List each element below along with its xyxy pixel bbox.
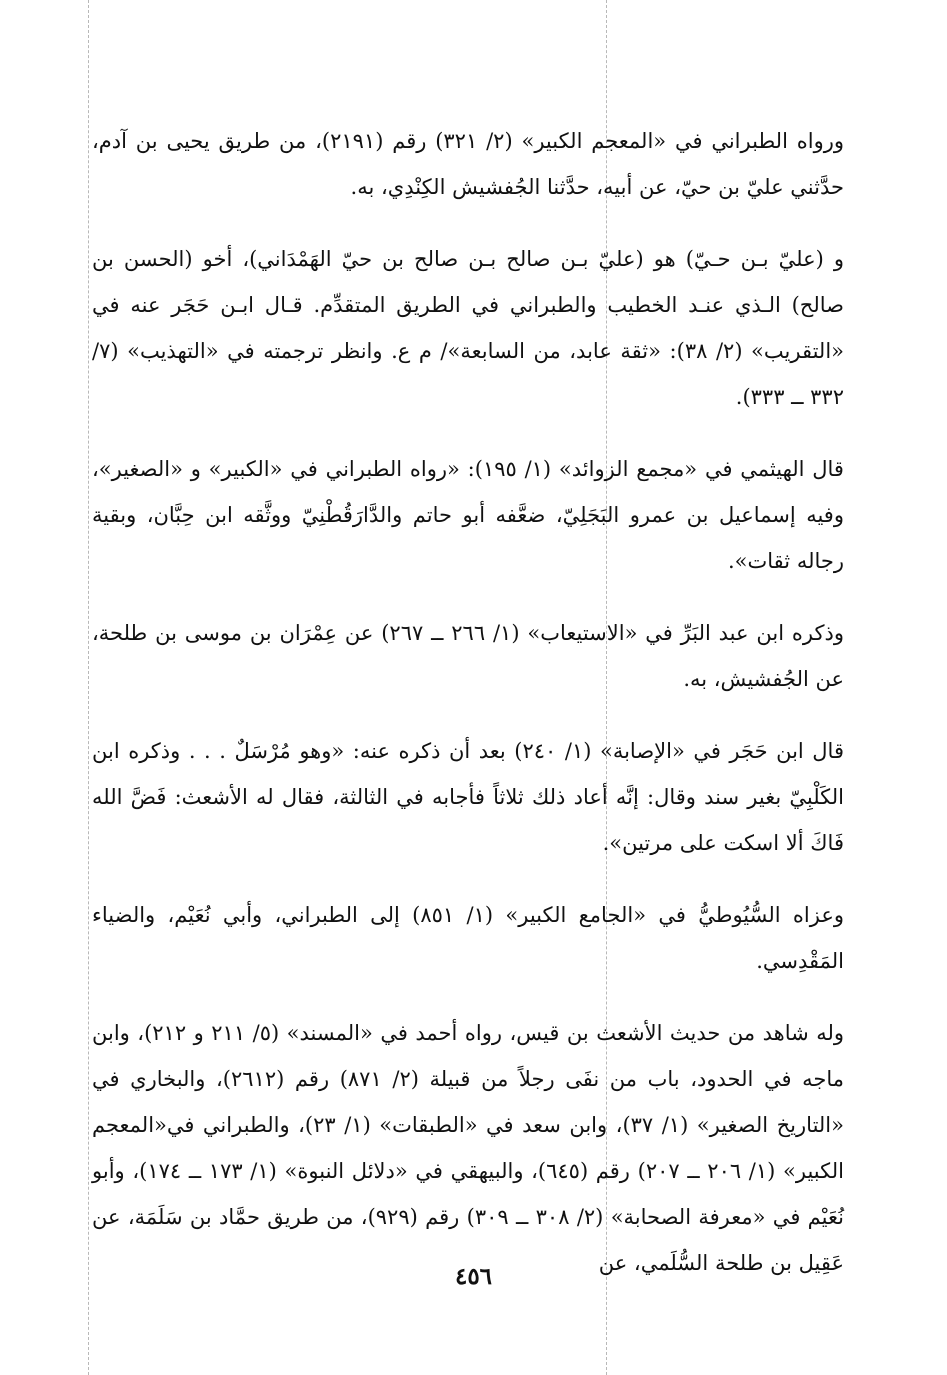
paragraph: ورواه الطبراني في «المعجم الكبير» (٢/ ٣٢١) رقم (٢١٩١)، من طريق يحيى بن آدم، حدَّثني عليّ بن حيّ، عن أبيه، حدَّثنا الجُفشيش الكِنْدِي، به. <box>92 129 844 199</box>
fold-line <box>88 0 89 1375</box>
page-number: ٤٥٦ <box>454 1263 493 1290</box>
paragraph: قال ابن حَجَر في «الإصابة» (١/ ٢٤٠) بعد أن ذكره عنه: «وهو مُرْسَلٌ . . . وذكره ابن الكَلْبِيّ بغير سند وقال: إنَّه أعاد ذلك ثلاثاً فأجابه في الثالثة، فقال له الأشعث: فَضَّ الله فَاكَ ألا اسكت على مرتين». <box>92 739 844 855</box>
paragraph: و (عليّ بـن حـيّ) هو (عليّ بـن صالح بـن صالح بن حيّ الهَمْدَاني)، أخو (الحسن بن صالح) الـذي عنـد الخطيب والطبراني في الطريق المتقدِّم. قـال ابـن حَجَر عنه في «التقريب» (٢/ ٣٨): «ثقة عابد، من السابعة»/ م ع. وانظر ترجمته في «التهذيب» (٧/ ٣٣٢ ــ ٣٣٣). <box>92 247 845 409</box>
paragraph: وذكره ابن عبد البَرِّ في «الاستيعاب» (١/ ٢٦٦ ــ ٢٦٧) عن عِمْرَان بن موسى بن طلحة، عن الجُفشيش، به. <box>92 621 844 691</box>
paragraph: قال الهيثمي في «مجمع الزوائد» (١/ ١٩٥): «رواه الطبراني في «الكبير» و «الصغير»، وفيه إسماعيل بن عمرو البَجَلِيّ، ضعَّفه أبو حاتم والدَّارَقُطْنِيّ ووثَّقه ابن حِبَّان، وبقية رجاله ثقات». <box>92 457 844 573</box>
paragraph: وعزاه السُّيُوطيُّ في «الجامع الكبير» (١/ ٨٥١) إلى الطبراني، وأبي نُعَيْم، والضياء المَقْدِسي. <box>92 903 844 973</box>
footnote-text-block <box>92 118 844 1312</box>
paragraph: وله شاهد من حديث الأشعث بن قيس، رواه أحمد في «المسند» (٥/ ٢١١ و ٢١٢)، وابن ماجه في الحدود، باب من نفَى رجلاً من قبيلة (٢/ ٨٧١) رقم (٢٦١٢)، والبخاري في «التاريخ الصغير» (١/ ٣٧)، وابن سعد في «الطبقات» (١/ ٢٣)، والطبراني في«المعجم الكبير» (١/ ٢٠٦ ــ ٢٠٧) رقم (٦٤٥)، والبيهقي في «دلائل النبوة» (١/ ١٧٣ ــ ١٧٤)، وأبو نُعَيْم في «معرفة الصحابة» (٢/ ٣٠٨ ــ ٣٠٩) رقم (٩٢٩)، من طريق حمَّاد بن سَلَمَة، عن عَقِيل بن طلحة السُّلَمي، عن <box>92 1021 845 1275</box>
